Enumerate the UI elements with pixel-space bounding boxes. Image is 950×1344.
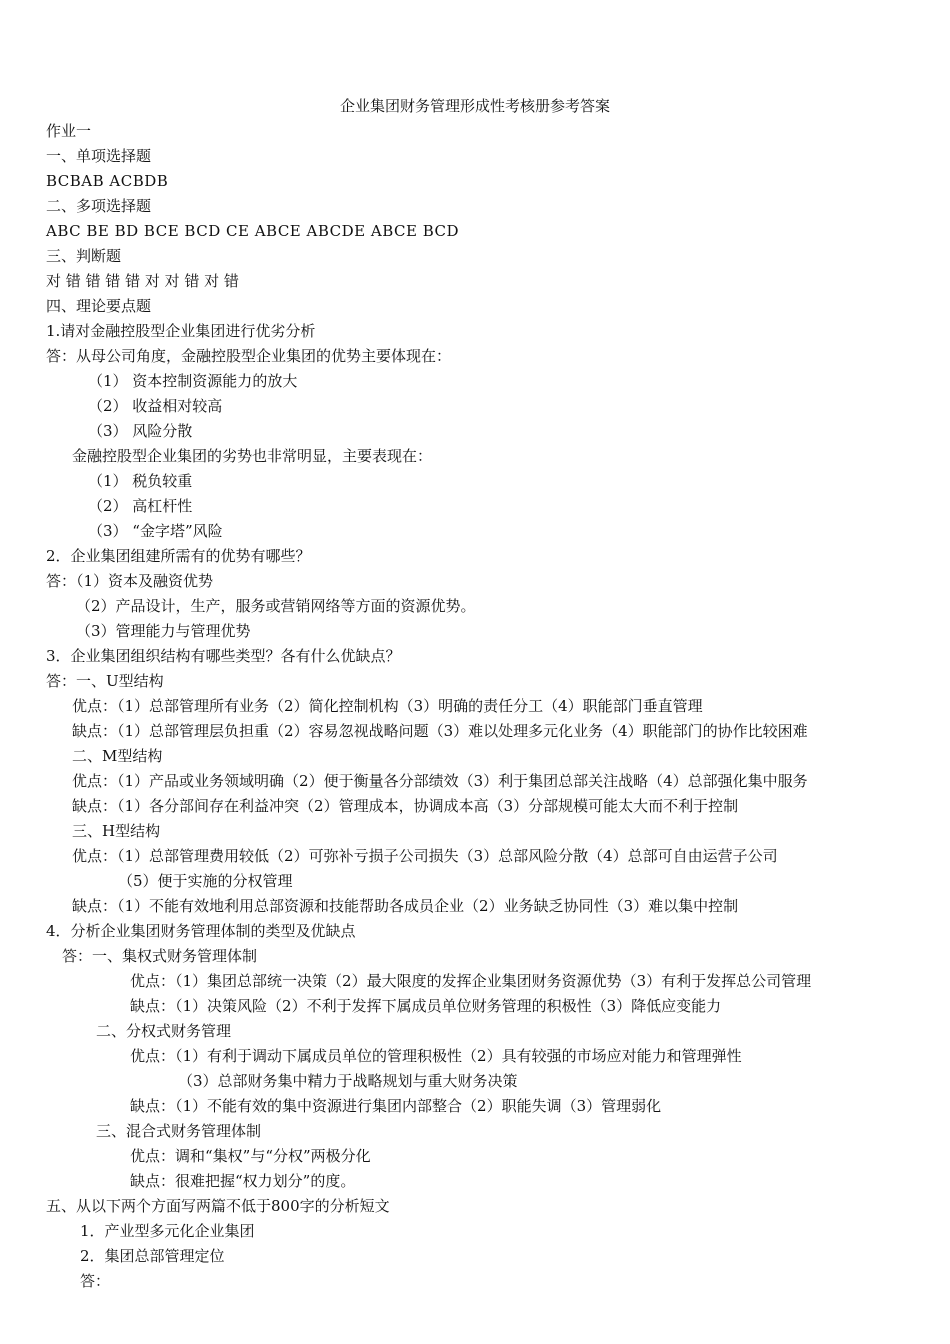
list-item: （2） 收益相对较高 (88, 397, 223, 415)
answer-line: （2）产品设计，生产，服务或营销网络等方面的资源优势。 (76, 597, 476, 615)
answer-line: （3）管理能力与管理优势 (76, 622, 251, 640)
list-item: （3） 风险分散 (88, 422, 193, 440)
list-item: 2．集团总部管理定位 (80, 1247, 225, 1265)
answer-line: 优点：（1）集团总部统一决策（2）最大限度的发挥企业集团财务资源优势（3）有利于发挥总公司管理 (130, 972, 812, 990)
answer-line: 优点：（1）总部管理所有业务（2）简化控制机构（3）明确的责任分工（4）职能部门垂直管理 (72, 697, 703, 715)
question-4: 4．分析企业集团财务管理体制的类型及优缺点 (46, 922, 356, 940)
answer-line: 答：从母公司角度，金融控股型企业集团的优势主要体现在： (46, 347, 452, 365)
section-heading-true-false: 三、判断题 (46, 247, 122, 265)
answer-line: 优点：调和“集权”与“分权”两极分化 (130, 1147, 371, 1165)
list-item: 1．产业型多元化企业集团 (80, 1222, 255, 1240)
section-heading-multiple-choice: 二、多项选择题 (46, 197, 152, 215)
answer-line: 优点：（1）产品或业务领域明确（2）便于衡量各分部绩效（3）利于集团总部关注战略（4）总部强化集中服务 (72, 772, 808, 790)
list-item: （2） 高杠杆性 (88, 497, 193, 515)
answer-multiple-choice: ABC BE BD BCE BCD CE ABCE ABCDE ABCE BCD (46, 222, 460, 240)
answer-true-false: 对 错 错 错 错 对 对 错 对 错 (46, 272, 239, 290)
document-title: 企业集团财务管理形成性考核册参考答案 (339, 97, 610, 115)
answer-line: 缺点：（1）不能有效地利用总部资源和技能帮助各成员企业（2）业务缺乏协同性（3）难以集中控制 (72, 897, 739, 915)
section-heading-single-choice: 一、单项选择题 (46, 147, 152, 165)
subheading: 二、分权式财务管理 (96, 1022, 232, 1040)
answer-line: 答：（1）资本及融资优势 (46, 572, 214, 590)
answer-line: 缺点：（1）决策风险（2）不利于发挥下属成员单位财务管理的积极性（3）降低应变能力 (130, 997, 722, 1015)
question-2: 2．企业集团组建所需有的优势有哪些？ (46, 547, 311, 565)
question-3: 3．企业集团组织结构有哪些类型？各有什么优缺点？ (46, 647, 401, 665)
answer-line: 优点：（1）总部管理费用较低（2）可弥补亏损子公司损失（3）总部风险分散（4）总部可自由运营子公司 (72, 847, 778, 865)
answer-line: 缺点：（1）各分部间存在利益冲突（2）管理成本，协调成本高（3）分部规模可能太大而不利于控制 (72, 797, 739, 815)
answer-line: （5）便于实施的分权管理 (118, 872, 293, 890)
subheading: 三、H型结构 (72, 822, 161, 840)
answer-line: （3）总部财务集中精力于战略规划与重大财务决策 (178, 1072, 518, 1090)
answer-line: 答： (80, 1272, 111, 1290)
answer-line: 缺点：很难把握“权力划分”的度。 (130, 1172, 356, 1190)
list-item: （1） 税负较重 (88, 472, 193, 490)
section-heading-theory: 四、理论要点题 (46, 297, 152, 315)
list-item: （1） 资本控制资源能力的放大 (88, 372, 298, 390)
answer-line: 缺点：（1）不能有效的集中资源进行集团内部整合（2）职能失调（3）管理弱化 (130, 1097, 662, 1115)
answer-line: 金融控股型企业集团的劣势也非常明显，主要表现在： (72, 447, 433, 465)
section-heading-homework-one: 作业一 (46, 122, 92, 140)
question-1: 1.请对金融控股型企业集团进行优劣分析 (46, 322, 316, 340)
answer-single-choice: BCBAB ACBDB (46, 172, 169, 190)
answer-line: 答：一、U型结构 (46, 672, 164, 690)
subheading: 三、混合式财务管理体制 (96, 1122, 262, 1140)
subheading: 二、M型结构 (72, 747, 163, 765)
answer-line: 优点：（1）有利于调动下属成员单位的管理积极性（2）具有较强的市场应对能力和管理弹性 (130, 1047, 742, 1065)
list-item: （3） “金字塔”风险 (88, 522, 223, 540)
answer-line: 缺点：（1）总部管理层负担重（2）容易忽视战略问题（3）难以处理多元化业务（4）职能部门的协作比较困难 (72, 722, 808, 740)
section-heading-essay: 五、从以下两个方面写两篇不低于800字的分析短文 (46, 1197, 390, 1215)
answer-line: 答：一、集权式财务管理体制 (62, 947, 258, 965)
